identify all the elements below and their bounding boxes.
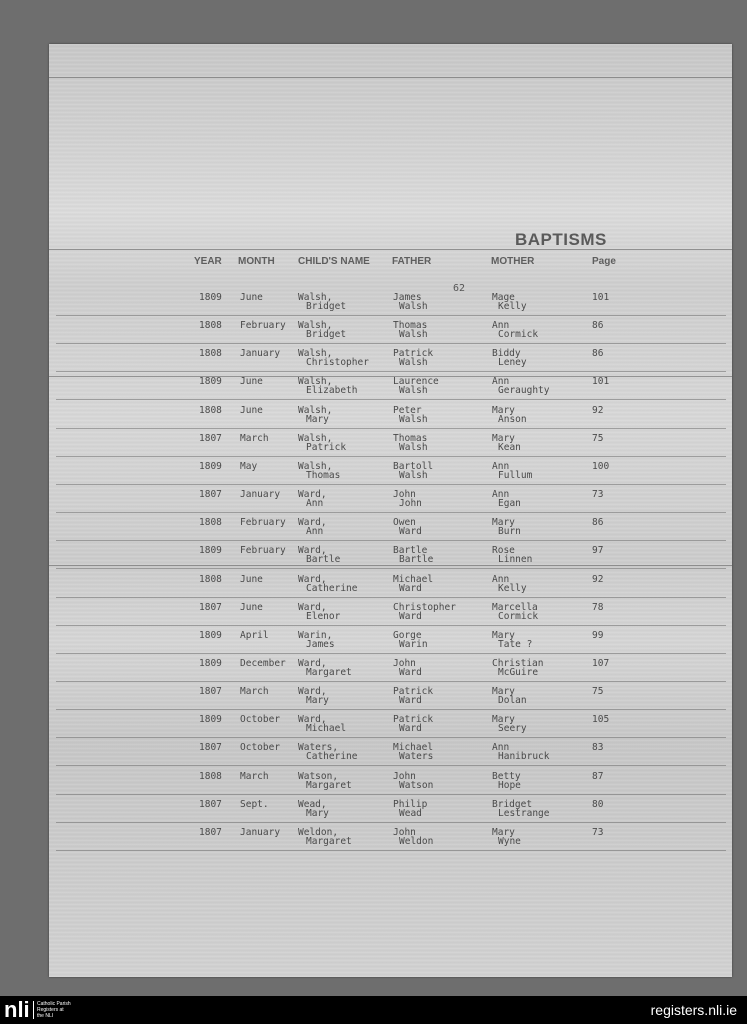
entry-year: 1808 bbox=[199, 320, 222, 332]
entry-page: 86 bbox=[592, 320, 604, 332]
entry-father-forename: Bartle bbox=[393, 545, 428, 557]
row-divider bbox=[56, 371, 726, 372]
entry-child-surname: Ward, bbox=[298, 573, 327, 585]
entry-month: February bbox=[240, 517, 286, 529]
entry-mother-forename: Ann bbox=[492, 573, 510, 585]
row-divider bbox=[56, 456, 726, 457]
entry-year: 1809 bbox=[199, 292, 222, 303]
entry-child-surname: Walsh, bbox=[298, 432, 333, 444]
entry-year: 1809 bbox=[199, 629, 222, 641]
entry-month: Sept. bbox=[240, 798, 269, 810]
entry-father-surname: Walsh bbox=[399, 301, 428, 312]
entry-father-forename: Michael bbox=[393, 573, 434, 585]
entry-page: 97 bbox=[592, 545, 604, 557]
entry-mother-forename: Ann bbox=[492, 489, 510, 501]
row-divider bbox=[56, 484, 726, 485]
entry-child-surname: Ward, bbox=[298, 517, 327, 529]
entry-father-surname: Waters bbox=[399, 751, 434, 763]
entry-page: 78 bbox=[592, 601, 604, 613]
entry-year: 1808 bbox=[199, 573, 222, 585]
entry-child-forename: Bartle bbox=[306, 554, 341, 566]
entry-month: May bbox=[240, 460, 258, 472]
nli-logo[interactable]: nli bbox=[4, 997, 30, 1022]
entry-mother-forename: Mary bbox=[492, 686, 515, 698]
col-mother-header: MOTHER bbox=[491, 256, 535, 267]
entry-page: 101 bbox=[592, 376, 610, 388]
entry-child-forename: Margaret bbox=[306, 835, 352, 847]
entry-page: 105 bbox=[592, 714, 610, 726]
entry-year: 1807 bbox=[199, 601, 222, 613]
entry-page: 83 bbox=[592, 742, 604, 754]
scan-line bbox=[49, 249, 732, 250]
entry-mother-surname: Hope bbox=[498, 779, 521, 791]
entry-father-surname: Ward bbox=[399, 723, 422, 735]
entry-child-forename: James bbox=[306, 638, 335, 650]
entry-father-surname: Ward bbox=[399, 666, 422, 678]
entry-father-surname: John bbox=[399, 498, 422, 510]
entry-month: February bbox=[240, 320, 286, 332]
entry-year: 1808 bbox=[199, 517, 222, 529]
entry-mother-surname: Geraughty bbox=[498, 385, 550, 397]
row-divider bbox=[56, 428, 726, 429]
entry-father-surname: Ward bbox=[399, 582, 422, 594]
entry-father-forename: Patrick bbox=[393, 714, 434, 726]
entry-year: 1807 bbox=[199, 432, 222, 444]
entry-year: 1809 bbox=[199, 376, 222, 388]
entry-father-surname: Walsh bbox=[399, 413, 428, 425]
entry-mother-forename: Ann bbox=[492, 460, 510, 472]
col-month-header: MONTH bbox=[238, 256, 275, 267]
entry-month: October bbox=[240, 742, 281, 754]
scan-line bbox=[49, 77, 732, 78]
entry-mother-forename: Mary bbox=[492, 826, 515, 838]
row-divider bbox=[56, 794, 726, 795]
row-divider bbox=[56, 540, 726, 541]
entry-mother-surname: Leney bbox=[498, 357, 527, 369]
logo-divider bbox=[33, 1001, 34, 1019]
col-year-header: YEAR bbox=[194, 256, 222, 267]
register-page bbox=[49, 44, 732, 977]
entry-mother-surname: Cormick bbox=[498, 610, 539, 622]
entry-father-surname: Walsh bbox=[399, 329, 428, 341]
entry-mother-forename: Marcella bbox=[492, 601, 538, 613]
entry-child-surname: Ward, bbox=[298, 489, 327, 501]
entry-page: 75 bbox=[592, 686, 604, 698]
entry-father-surname: Watson bbox=[399, 779, 434, 791]
entry-child-surname: Ward, bbox=[298, 657, 327, 669]
logo-caption-line: the NLI bbox=[37, 1013, 54, 1019]
row-divider bbox=[56, 568, 726, 569]
row-divider bbox=[56, 343, 726, 344]
col-father-header: FATHER bbox=[392, 256, 432, 267]
entry-year: 1808 bbox=[199, 770, 222, 782]
entry-mother-forename: Mary bbox=[492, 517, 515, 529]
entry-child-forename: Margaret bbox=[306, 666, 352, 678]
entry-mother-forename: Mary bbox=[492, 432, 515, 444]
entry-year: 1807 bbox=[199, 798, 222, 810]
entry-child-forename: Catherine bbox=[306, 751, 358, 763]
entry-child-forename: Margaret bbox=[306, 779, 352, 791]
entry-mother-surname: Tate ? bbox=[498, 638, 533, 650]
entry-mother-surname: Lestrange bbox=[498, 807, 550, 819]
entry-child-surname: Ward, bbox=[298, 545, 327, 557]
col-page-header: Page bbox=[592, 256, 616, 267]
entry-father-forename: Thomas bbox=[393, 432, 428, 444]
entry-year: 1809 bbox=[199, 545, 222, 557]
entry-child-surname: Walsh, bbox=[298, 320, 333, 332]
logo-caption bbox=[37, 1001, 97, 1019]
site-link[interactable]: registers.nli.ie bbox=[650, 1002, 737, 1018]
entry-month: March bbox=[240, 432, 269, 444]
entry-child-forename: Elenor bbox=[306, 610, 341, 622]
entry-year: 1807 bbox=[199, 742, 222, 754]
entry-child-forename: Bridget bbox=[306, 329, 347, 341]
row-divider bbox=[56, 765, 726, 766]
entry-father-forename: John bbox=[393, 489, 416, 501]
row-divider bbox=[56, 850, 726, 851]
entry-mother-forename: Ann bbox=[492, 376, 510, 388]
entry-mother-surname: Kelly bbox=[498, 301, 527, 312]
entry-father-forename: Patrick bbox=[393, 348, 434, 360]
entry-page: 101 bbox=[592, 292, 610, 303]
entry-mother-forename: Christian bbox=[492, 657, 544, 669]
entry-page: 86 bbox=[592, 348, 604, 360]
entry-mother-surname: Dolan bbox=[498, 695, 527, 707]
row-divider bbox=[56, 625, 726, 626]
entry-child-forename: Thomas bbox=[306, 469, 341, 481]
entry-child-forename: Christopher bbox=[306, 357, 369, 369]
entry-father-surname: Walsh bbox=[399, 357, 428, 369]
row-divider bbox=[56, 822, 726, 823]
entry-father-forename: Gorge bbox=[393, 629, 422, 641]
entry-month: January bbox=[240, 348, 281, 360]
entry-mother-surname: Anson bbox=[498, 413, 527, 425]
entry-mother-forename: Bridget bbox=[492, 798, 533, 810]
entry-father-forename: James bbox=[393, 292, 422, 303]
entry-father-forename: Patrick bbox=[393, 686, 434, 698]
entry-month: December bbox=[240, 657, 286, 669]
entry-month: June bbox=[240, 292, 263, 303]
row-divider bbox=[56, 597, 726, 598]
logo-caption-line: Catholic Parish bbox=[37, 1001, 71, 1007]
entry-child-surname: Walsh, bbox=[298, 292, 333, 303]
entry-mother-forename: Rose bbox=[492, 545, 515, 557]
entry-mother-forename: Biddy bbox=[492, 348, 521, 360]
entry-page: 73 bbox=[592, 489, 604, 501]
entry-month: June bbox=[240, 573, 263, 585]
entry-child-surname: Wead, bbox=[298, 798, 327, 810]
entry-mother-surname: Linnen bbox=[498, 554, 533, 566]
entry-year: 1809 bbox=[199, 460, 222, 472]
entry-father-forename: Peter bbox=[393, 404, 422, 416]
register-title: BAPTISMS bbox=[515, 230, 607, 249]
entry-child-forename: Bridget bbox=[306, 301, 347, 312]
entry-child-surname: Walsh, bbox=[298, 404, 333, 416]
entry-father-surname: Walsh bbox=[399, 385, 428, 397]
entry-father-forename: Bartoll bbox=[393, 460, 434, 472]
entry-child-forename: Mary bbox=[306, 695, 329, 707]
entry-father-surname: Ward bbox=[399, 610, 422, 622]
entry-year: 1807 bbox=[199, 489, 222, 501]
row-divider bbox=[56, 681, 726, 682]
entry-mother-surname: Cormick bbox=[498, 329, 539, 341]
entry-mother-surname: Wyne bbox=[498, 835, 521, 847]
entry-mother-forename: Betty bbox=[492, 770, 521, 782]
entry-father-surname: Ward bbox=[399, 695, 422, 707]
entry-year: 1808 bbox=[199, 348, 222, 360]
footer-bar bbox=[0, 996, 747, 1024]
entry-child-forename: Catherine bbox=[306, 582, 358, 594]
entry-month: March bbox=[240, 770, 269, 782]
scan-line bbox=[49, 376, 732, 377]
entry-year: 1807 bbox=[199, 826, 222, 838]
entry-father-forename: John bbox=[393, 657, 416, 669]
entry-mother-surname: Hanibruck bbox=[498, 751, 550, 763]
entry-mother-surname: McGuire bbox=[498, 666, 539, 678]
entry-month: January bbox=[240, 826, 281, 838]
entry-child-surname: Waters, bbox=[298, 742, 339, 754]
row-divider bbox=[56, 399, 726, 400]
entry-child-forename: Mary bbox=[306, 807, 329, 819]
entry-mother-surname: Kelly bbox=[498, 582, 527, 594]
row-divider bbox=[56, 512, 726, 513]
entry-father-forename: John bbox=[393, 826, 416, 838]
row-divider bbox=[56, 653, 726, 654]
entry-page: 99 bbox=[592, 629, 604, 641]
entry-month: March bbox=[240, 686, 269, 698]
entry-child-forename: Mary bbox=[306, 413, 329, 425]
entry-child-surname: Ward, bbox=[298, 686, 327, 698]
entry-child-surname: Walsh, bbox=[298, 460, 333, 472]
entry-father-surname: Bartle bbox=[399, 554, 434, 566]
entry-father-forename: John bbox=[393, 770, 416, 782]
entry-mother-forename: Ann bbox=[492, 742, 510, 754]
entry-child-surname: Warin, bbox=[298, 629, 333, 641]
entry-year: 1808 bbox=[199, 404, 222, 416]
entry-father-forename: Christopher bbox=[393, 601, 456, 613]
row-divider bbox=[56, 709, 726, 710]
entry-father-surname: Warin bbox=[399, 638, 428, 650]
entry-father-surname: Weldon bbox=[399, 835, 434, 847]
entry-father-forename: Thomas bbox=[393, 320, 428, 332]
entry-month: June bbox=[240, 404, 263, 416]
entry-page: 80 bbox=[592, 798, 604, 810]
entry-mother-forename: Ann bbox=[492, 320, 510, 332]
entry-month: April bbox=[240, 629, 269, 641]
entry-mother-forename: Mary bbox=[492, 629, 515, 641]
page-number: 62 bbox=[453, 283, 466, 294]
entry-mother-surname: Kean bbox=[498, 441, 521, 453]
entry-father-surname: Walsh bbox=[399, 469, 428, 481]
scan-line bbox=[49, 565, 732, 566]
entry-page: 92 bbox=[592, 573, 604, 585]
entry-child-forename: Patrick bbox=[306, 441, 347, 453]
entry-year: 1809 bbox=[199, 714, 222, 726]
entry-month: February bbox=[240, 545, 286, 557]
entry-father-forename: Philip bbox=[393, 798, 428, 810]
entry-mother-surname: Egan bbox=[498, 498, 521, 510]
col-child-header: CHILD'S NAME bbox=[298, 256, 370, 267]
entry-father-forename: Owen bbox=[393, 517, 416, 529]
entry-month: June bbox=[240, 601, 263, 613]
entry-page: 75 bbox=[592, 432, 604, 444]
entry-mother-surname: Burn bbox=[498, 526, 521, 538]
entry-page: 100 bbox=[592, 460, 610, 472]
row-divider bbox=[56, 737, 726, 738]
row-divider bbox=[56, 315, 726, 316]
entry-child-forename: Michael bbox=[306, 723, 347, 735]
entry-month: October bbox=[240, 714, 281, 726]
entry-father-forename: Laurence bbox=[393, 376, 439, 388]
entry-mother-surname: Fullum bbox=[498, 469, 533, 481]
entry-child-forename: Elizabeth bbox=[306, 385, 358, 397]
entry-child-surname: Watson, bbox=[298, 770, 339, 782]
entry-mother-forename: Mage bbox=[492, 292, 515, 303]
logo-caption-line: Registers at bbox=[37, 1007, 64, 1013]
entry-page: 87 bbox=[592, 770, 604, 782]
entry-child-forename: Ann bbox=[306, 498, 324, 510]
entry-mother-surname: Seery bbox=[498, 723, 527, 735]
entry-father-surname: Ward bbox=[399, 526, 422, 538]
entry-month: January bbox=[240, 489, 281, 501]
entry-child-forename: Ann bbox=[306, 526, 324, 538]
entry-page: 86 bbox=[592, 517, 604, 529]
entry-child-surname: Walsh, bbox=[298, 348, 333, 360]
entry-month: June bbox=[240, 376, 263, 388]
entry-child-surname: Walsh, bbox=[298, 376, 333, 388]
entry-year: 1807 bbox=[199, 686, 222, 698]
entry-father-surname: Walsh bbox=[399, 441, 428, 453]
entry-page: 73 bbox=[592, 826, 604, 838]
entry-child-surname: Ward, bbox=[298, 714, 327, 726]
entry-mother-forename: Mary bbox=[492, 404, 515, 416]
entry-year: 1809 bbox=[199, 657, 222, 669]
entry-child-surname: Ward, bbox=[298, 601, 327, 613]
entry-page: 92 bbox=[592, 404, 604, 416]
entry-father-forename: Michael bbox=[393, 742, 434, 754]
entry-mother-forename: Mary bbox=[492, 714, 515, 726]
entry-page: 107 bbox=[592, 657, 610, 669]
entry-child-surname: Weldon, bbox=[298, 826, 339, 838]
entry-father-surname: Wead bbox=[399, 807, 422, 819]
